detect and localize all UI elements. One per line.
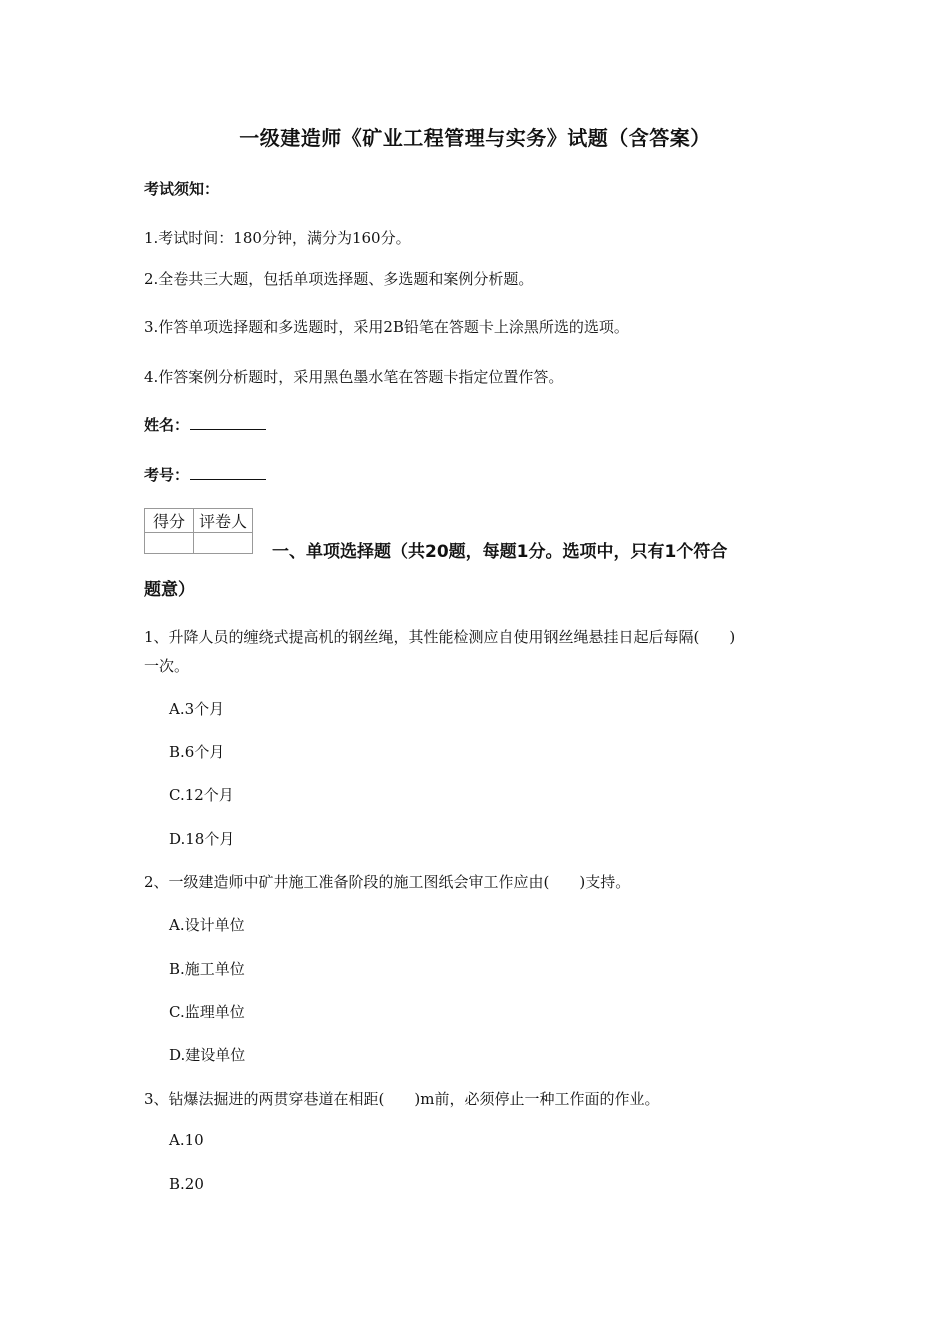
question-1-option-a: A.3个月 xyxy=(169,700,225,718)
id-label: 考号： xyxy=(144,466,190,484)
question-3-option-b: B.20 xyxy=(169,1175,204,1193)
score-table xyxy=(144,508,253,554)
score-header: 得分 xyxy=(145,509,194,533)
notice-item-4: 4.作答案例分析题时，采用黑色墨水笔在答题卡指定位置作答。 xyxy=(144,368,564,386)
section-heading-line1: 一、单项选择题（共20题，每题1分。选项中，只有1个符合 xyxy=(272,542,728,562)
id-field xyxy=(144,464,266,485)
name-label: 姓名： xyxy=(144,416,190,434)
question-2-text: 2、一级建造师中矿井施工准备阶段的施工图纸会审工作应由( )支持。 xyxy=(144,873,631,891)
question-2-option-d: D.建设单位 xyxy=(169,1046,246,1064)
question-1-option-b: B.6个月 xyxy=(169,743,225,761)
score-cell[interactable] xyxy=(145,533,194,554)
question-3-text: 3、钻爆法掘进的两贯穿巷道在相距( )m前，必须停止一种工作面的作业。 xyxy=(144,1090,660,1108)
notice-item-1: 1.考试时间：180分钟，满分为160分。 xyxy=(144,229,411,247)
question-2-option-c: C.监理单位 xyxy=(169,1003,245,1021)
question-2-option-b: B.施工单位 xyxy=(169,960,245,978)
name-blank[interactable] xyxy=(190,415,266,430)
id-blank[interactable] xyxy=(190,465,266,480)
grader-cell[interactable] xyxy=(194,533,253,554)
notice-heading: 考试须知： xyxy=(144,180,220,198)
name-field xyxy=(144,414,266,435)
notice-item-2: 2.全卷共三大题，包括单项选择题、多选题和案例分析题。 xyxy=(144,270,534,288)
section-heading-line2: 题意） xyxy=(144,580,195,600)
question-1-option-c: C.12个月 xyxy=(169,786,234,804)
question-1-text: 1、升降人员的缠绕式提高机的钢丝绳，其性能检测应自使用钢丝绳悬挂日起后每隔( ) xyxy=(144,628,736,646)
question-2-option-a: A.设计单位 xyxy=(169,916,245,934)
question-1-text-cont: 一次。 xyxy=(144,657,190,675)
grader-header: 评卷人 xyxy=(194,509,253,533)
page-title: 一级建造师《矿业工程管理与实务》试题（含答案） xyxy=(239,126,711,150)
notice-item-3: 3.作答单项选择题和多选题时，采用2B铅笔在答题卡上涂黑所选的选项。 xyxy=(144,318,629,336)
question-1-option-d: D.18个月 xyxy=(169,830,235,848)
question-3-option-a: A.10 xyxy=(169,1131,204,1149)
